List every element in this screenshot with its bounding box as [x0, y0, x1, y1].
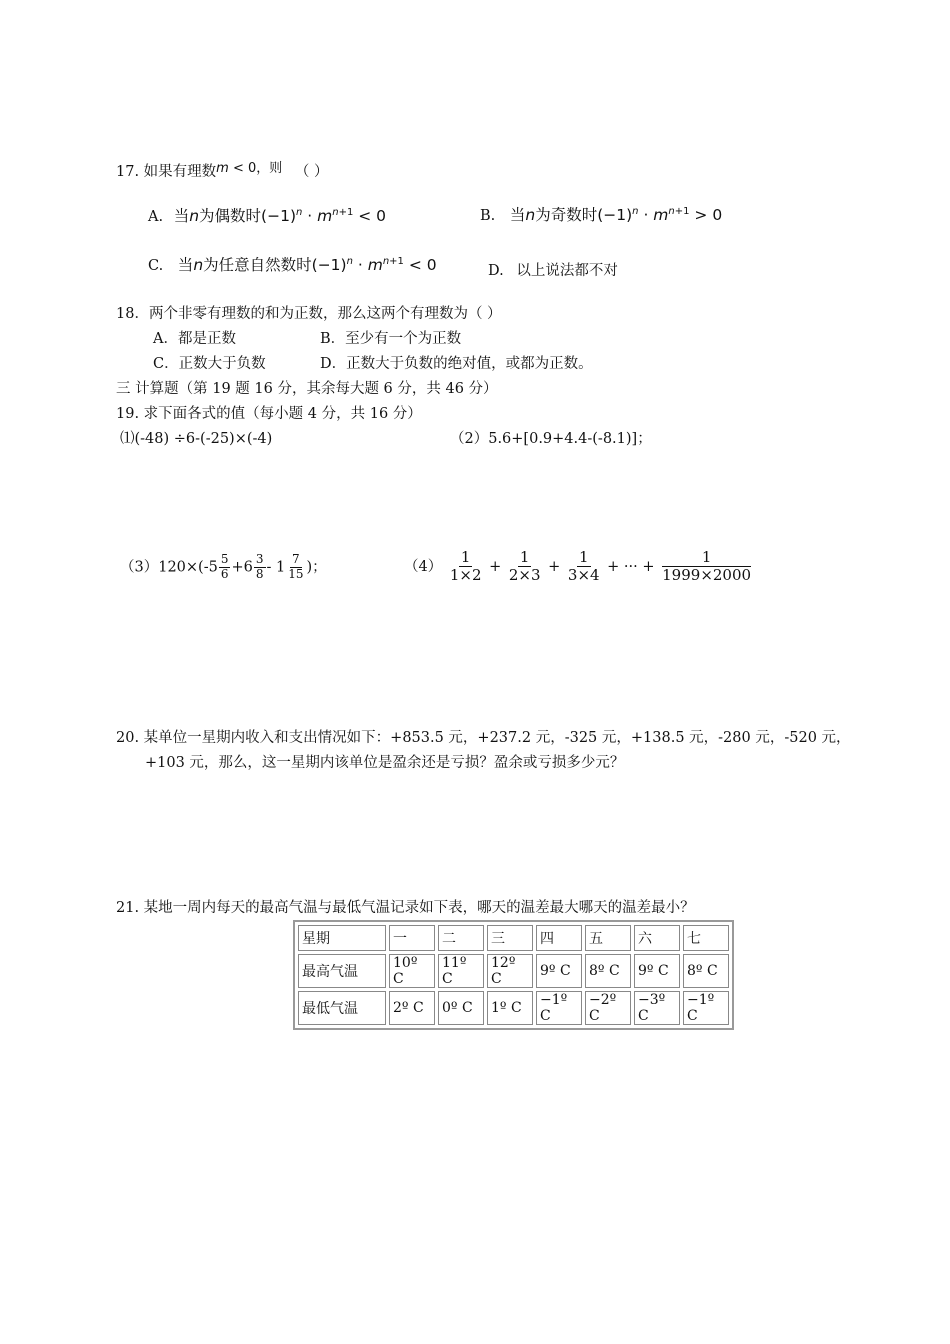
table-cell: 四	[536, 925, 582, 951]
q17-option-a: A. 当n为偶数时$(-1)^n \cdot m^{n+1} < 0$	[148, 206, 387, 225]
table-cell: 七	[683, 925, 729, 951]
table-cell: 1º C	[487, 991, 533, 1025]
table-cell: −2º C	[585, 991, 631, 1025]
q19-part2: （2）5.6+[0.9+4.4-(-8.1)]；	[450, 431, 652, 447]
table-cell: 2º C	[389, 991, 435, 1025]
q18-option-c: C．正数大于负数	[153, 356, 266, 372]
q17-answer-paren: （ ）	[294, 164, 329, 180]
temperature-table	[293, 920, 734, 1030]
table-cell: 最低气温	[298, 991, 386, 1025]
table-cell: 9º C	[536, 954, 582, 988]
q19-part1: ⑴(-48) ÷6-(-25)×(-4)	[120, 431, 273, 447]
table-cell: 8º C	[585, 954, 631, 988]
table-cell: 六	[634, 925, 680, 951]
table-row-low	[298, 991, 729, 1025]
table-cell: −3º C	[634, 991, 680, 1025]
q19-part3: （3）120×(-5 $\frac{5}{6}$ +6 $\frac{3}{8}$ - 1 $\frac{7}{15}$ )；	[120, 552, 327, 581]
q17-option-b: B. 当n为奇数时$(-1)^n \cdot m^{n+1} > 0$	[480, 205, 723, 224]
table-cell: 星期	[298, 925, 386, 951]
q20-line2: +103 元，那么，这一星期内该单位是盈余还是亏损？盈余或亏损多少元？	[145, 755, 625, 771]
section3-heading: 三 计算题（第 19 题 16 分，其余每大题 6 分，共 46 分）	[116, 381, 498, 397]
table-cell: −1º C	[683, 991, 729, 1025]
table-cell: 8º C	[683, 954, 729, 988]
q17-stem: 17. 如果有理数m < 0，则 （ ）	[116, 161, 329, 180]
q17-option-d: D. 以上说法都不对	[488, 263, 618, 279]
q18-stem: 18．两个非零有理数的和为正数，那么这两个有理数为（ ）	[116, 306, 502, 322]
q20-line1: 20. 某单位一星期内收入和支出情况如下：+853.5 元，+237.2 元，-325 元，+138.5 元，-280 元，-520 元，	[116, 730, 851, 746]
table-cell: 五	[585, 925, 631, 951]
q21-stem: 21. 某地一周内每天的最高气温与最低气温记录如下表，哪天的温差最大哪天的温差最小？	[116, 900, 695, 916]
q17-option-c: C. 当n为任意自然数时$(-1)^n \cdot m^{n+1} < 0$	[148, 255, 437, 274]
q18-option-b: B．至少有一个为正数	[320, 331, 462, 347]
q18-option-a: A．都是正数	[153, 331, 236, 347]
table-cell: 二	[438, 925, 484, 951]
q18-option-d: D．正数大于负数的绝对值，或都为正数。	[320, 356, 593, 372]
table-cell: 0º C	[438, 991, 484, 1025]
table-cell: 一	[389, 925, 435, 951]
table-row-high	[298, 954, 729, 988]
table-cell: 9º C	[634, 954, 680, 988]
table-cell: 三	[487, 925, 533, 951]
table-cell: −1º C	[536, 991, 582, 1025]
table-cell: 12º C	[487, 954, 533, 988]
q19-stem: 19. 求下面各式的值（每小题 4 分，共 16 分）	[116, 406, 422, 422]
table-cell: 11º C	[438, 954, 484, 988]
table-row-header	[298, 925, 729, 951]
table-cell: 10º C	[389, 954, 435, 988]
table-cell: 最高气温	[298, 954, 386, 988]
q19-part4: （4） $\frac{1}{1\times 2}$ + $\frac{1}{2\times 3}$ + $\frac{1}{3\times 4}$ + ··· + $\frac{1}{1999\times 2000}$	[404, 548, 752, 585]
